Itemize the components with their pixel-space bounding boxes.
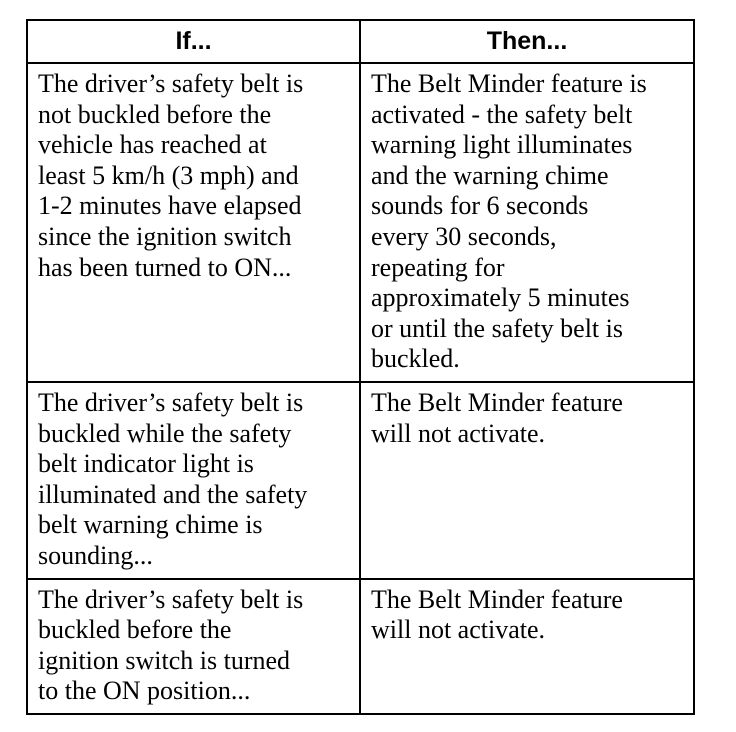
- text-line: not buckled before the: [38, 99, 272, 129]
- text-line: buckled.: [371, 344, 460, 374]
- text-line: activated - the safety belt: [371, 99, 633, 129]
- text-line: buckled while the safety: [38, 418, 292, 448]
- table-header-row: [27, 20, 694, 63]
- text-line: buckled before the: [38, 615, 232, 645]
- text-line: vehicle has reached at: [38, 130, 267, 160]
- text-line: sounds for 6 seconds: [371, 191, 589, 221]
- text-line: The driver’s safety belt is: [38, 584, 304, 614]
- cell-if: [27, 382, 360, 579]
- text-line: least 5 km/h (3 mph) and: [38, 160, 299, 190]
- text-line: since the ignition switch: [38, 221, 292, 251]
- text-line: will not activate.: [371, 615, 546, 645]
- cell-then: [360, 579, 694, 714]
- text-line: approximately 5 minutes: [371, 283, 630, 313]
- cell-if: [27, 579, 360, 714]
- text-line: repeating for: [371, 252, 505, 282]
- text-line: illuminated and the safety: [38, 479, 308, 509]
- text-line: will not activate.: [371, 418, 546, 448]
- text-line: every 30 seconds,: [371, 221, 557, 251]
- cell-then: [360, 63, 694, 382]
- table-row: [27, 382, 694, 579]
- cell-then: [360, 382, 694, 579]
- header-then: Then...: [360, 20, 694, 63]
- text-line: or until the safety belt is: [371, 313, 624, 343]
- text-line: The Belt Minder feature: [371, 584, 623, 614]
- text-line: to the ON position...: [38, 676, 251, 706]
- text-line: ignition switch is turned: [38, 645, 291, 675]
- text-line: The driver’s safety belt is: [38, 69, 304, 98]
- text-line: The driver’s safety belt is: [38, 387, 304, 417]
- text-line: The Belt Minder feature: [371, 387, 623, 417]
- text-line: and the warning chime: [371, 160, 609, 190]
- belt-minder-table: [26, 19, 695, 715]
- text-line: 1-2 minutes have elapsed: [38, 191, 302, 221]
- text-line: warning light illuminates: [371, 130, 633, 160]
- cell-if: [27, 63, 360, 382]
- header-if: If...: [27, 20, 360, 63]
- text-line: belt warning chime is: [38, 510, 263, 540]
- text-line: The Belt Minder feature is: [371, 69, 647, 98]
- text-line: belt indicator light is: [38, 449, 254, 479]
- text-line: sounding...: [38, 540, 153, 570]
- text-line: has been turned to ON...: [38, 252, 292, 282]
- table-row: [27, 63, 694, 382]
- table-row: [27, 579, 694, 714]
